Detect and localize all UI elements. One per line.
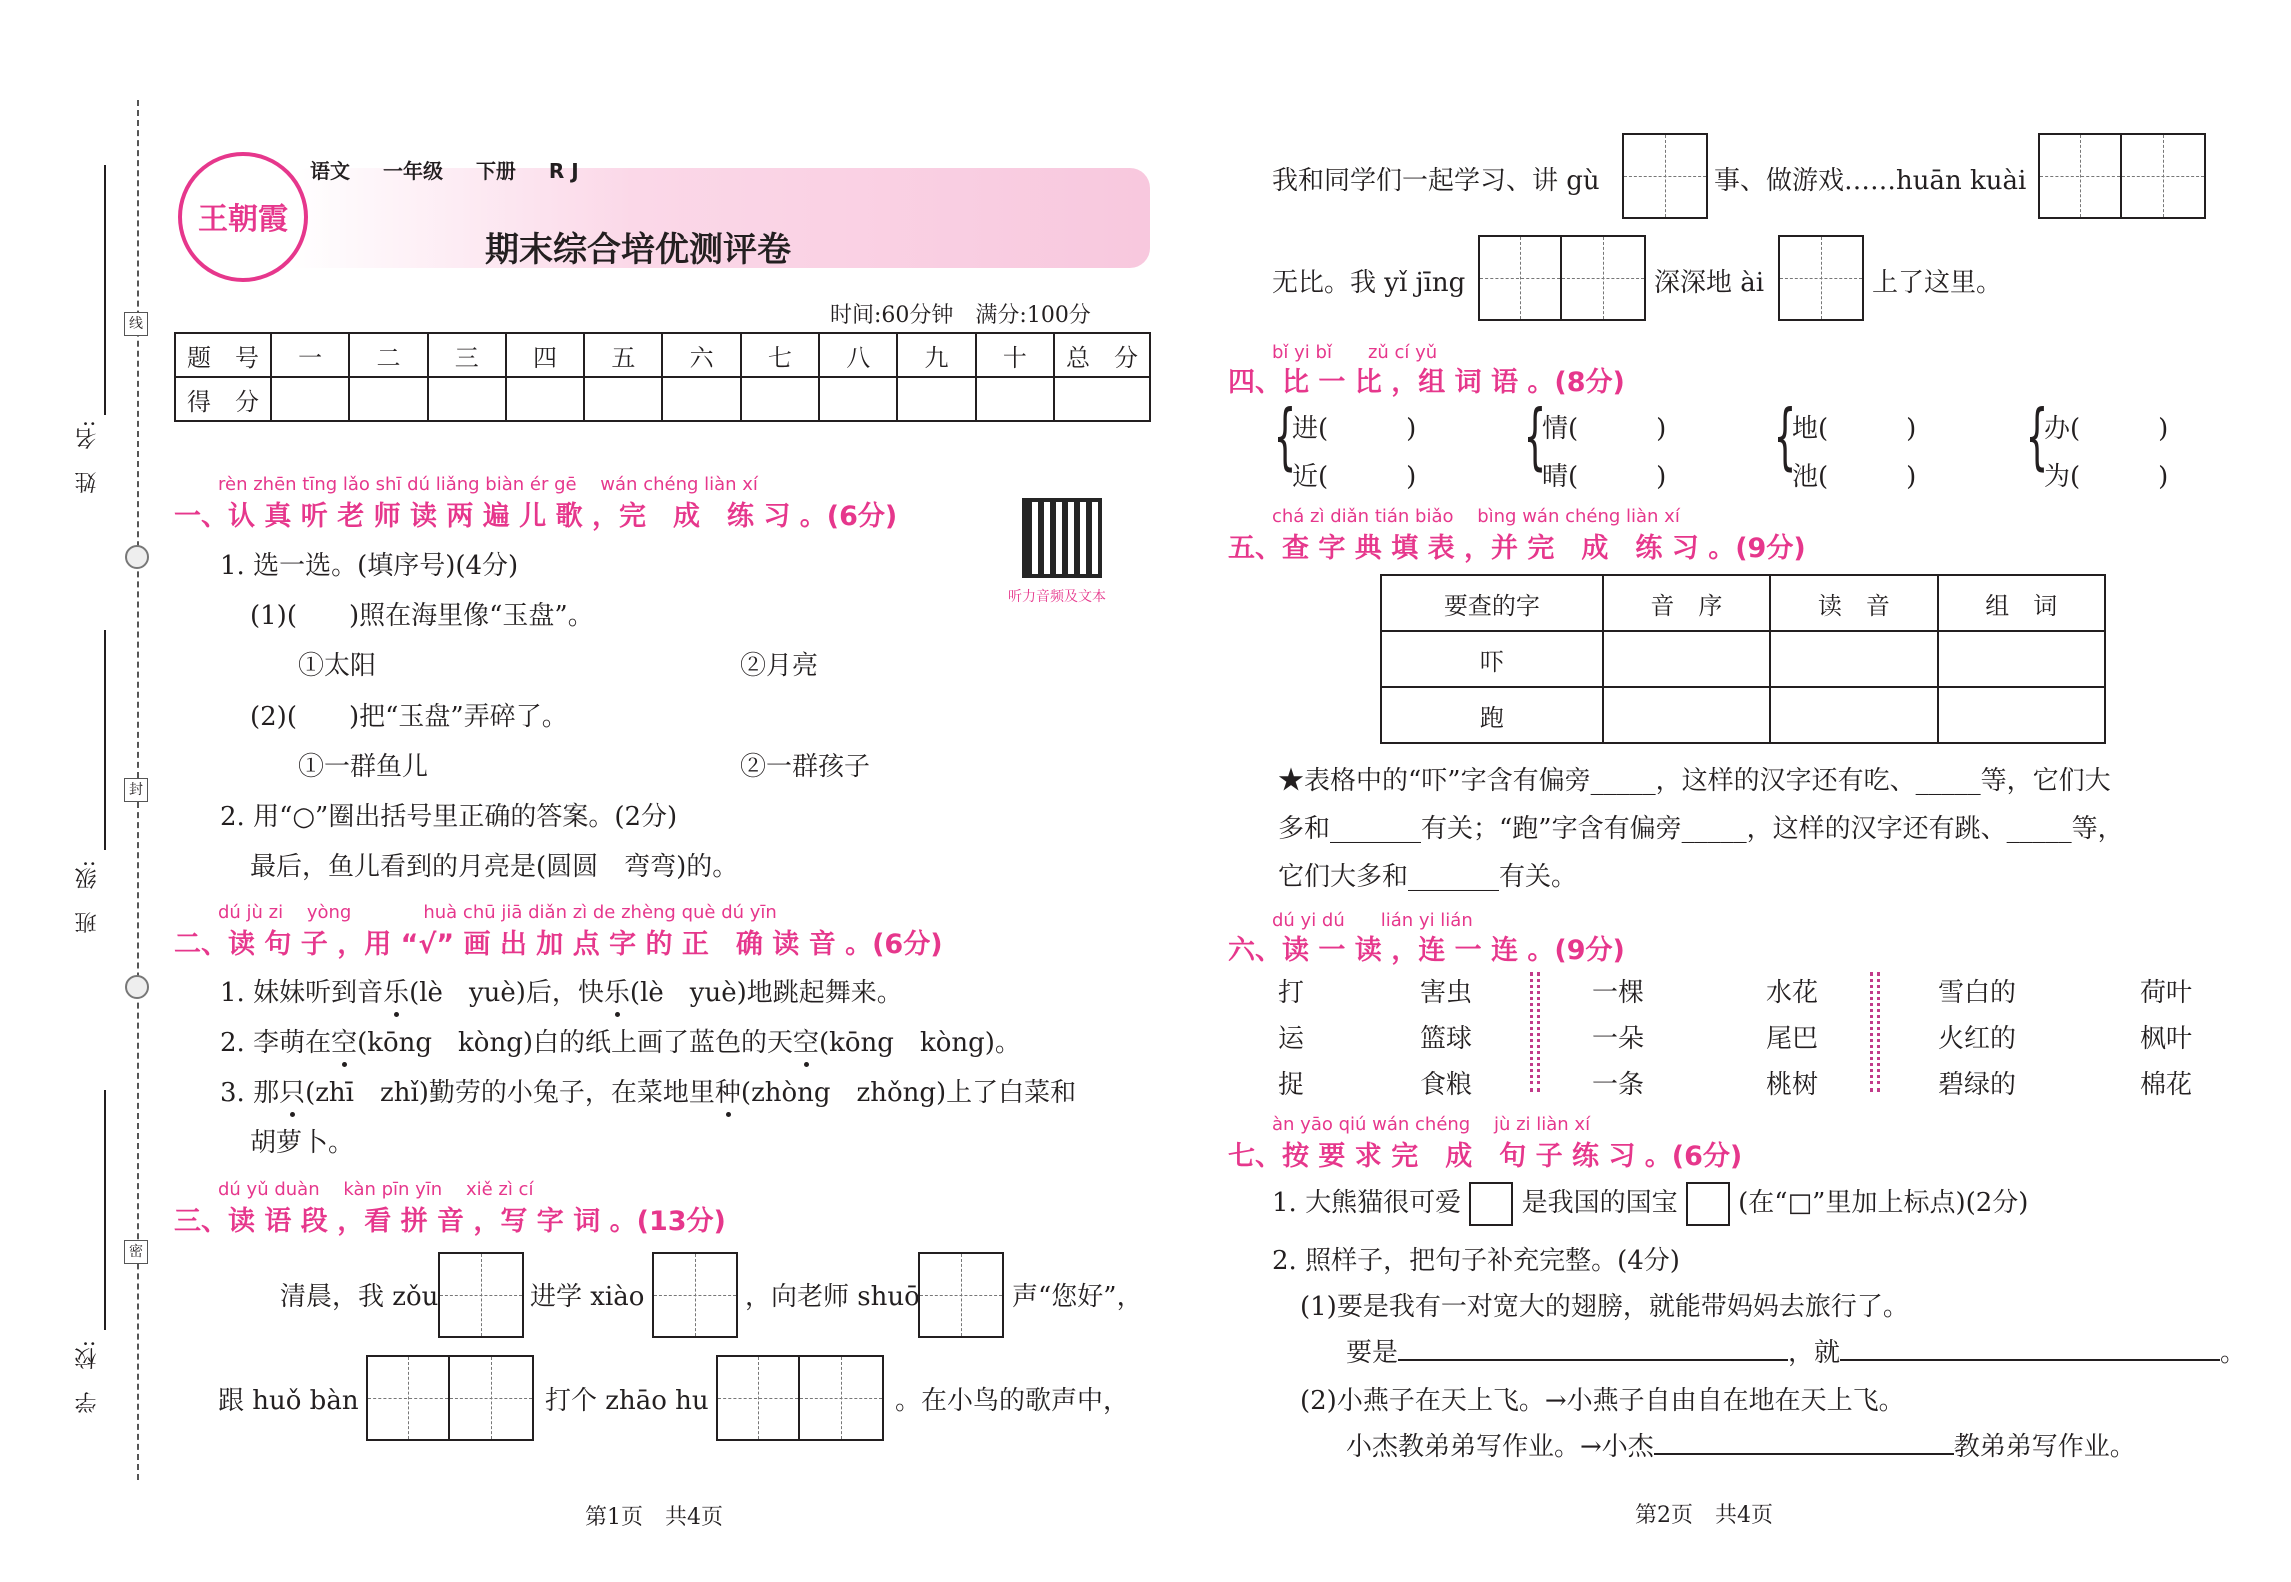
- char-grid[interactable]: [1622, 133, 1708, 219]
- s7-q2b: (2)小燕子在天上飞。→小燕子自由自在地在天上飞。: [1300, 1386, 1905, 1416]
- s1-pinyin: rèn zhēn tīng lǎo shī dú liǎng biàn ér gē wán chéng liàn xí: [218, 474, 758, 495]
- fill-text: 教弟弟写作业。: [1953, 1432, 2136, 1462]
- char-grid[interactable]: [918, 1252, 1004, 1338]
- char-grid[interactable]: [652, 1252, 738, 1338]
- s4-word: 池( ): [1792, 462, 1917, 492]
- s3-l2c: 。在小鸟的歌声中，: [895, 1386, 1130, 1416]
- score-cell: 八: [819, 333, 897, 377]
- match-item[interactable]: 捉: [1278, 1070, 1305, 1100]
- match-item[interactable]: 食粮: [1420, 1070, 1473, 1100]
- s6-col: [1592, 970, 1644, 1108]
- dict-input[interactable]: [1938, 631, 2105, 687]
- s1-q1b-o2: ②一群孩子: [740, 752, 871, 782]
- score-input[interactable]: [584, 377, 662, 421]
- s4-title: 四、比 一 比 ，组 词 语 。(8分): [1228, 367, 1625, 398]
- score-cell: 七: [741, 333, 819, 377]
- score-row-label: 得 分: [175, 377, 271, 421]
- match-item[interactable]: 尾巴: [1766, 1024, 1819, 1054]
- match-item[interactable]: 一棵: [1592, 978, 1645, 1008]
- score-cell: 十: [976, 333, 1054, 377]
- score-cell: 一: [271, 333, 349, 377]
- score-input[interactable]: [428, 377, 506, 421]
- score-cell: 三: [428, 333, 506, 377]
- dict-header: 读 音: [1770, 575, 1937, 631]
- s7-q2: 2. 照样子，把句子补充完整。(4分): [1272, 1246, 1680, 1276]
- fill-text: ，就: [1788, 1338, 1841, 1368]
- fill-text: 。: [2220, 1338, 2247, 1368]
- edition: R J: [548, 159, 579, 183]
- dict-input[interactable]: [1938, 687, 2105, 743]
- s3-l1b: 进学 xiào: [530, 1282, 645, 1312]
- s1-q2a: 最后，鱼儿看到的月亮是(圆圆 弯弯)的。: [250, 852, 739, 882]
- score-input[interactable]: [1054, 377, 1150, 421]
- s1-q1a-o1: ①太阳: [298, 651, 377, 681]
- score-cell: 四: [506, 333, 584, 377]
- page-footer-1: 第1页 共4页: [585, 1505, 723, 1530]
- s2-q2-text: (kōng kòng)白的纸上画了蓝色的天: [357, 1028, 793, 1058]
- s6-col: [1420, 970, 1472, 1108]
- score-input[interactable]: [819, 377, 897, 421]
- s1-q1: 1. 选一选。(填序号)(4分): [220, 551, 519, 581]
- dict-input[interactable]: [1603, 631, 1770, 687]
- dict-input[interactable]: [1770, 687, 1937, 743]
- punctuation-box[interactable]: [1686, 1182, 1730, 1226]
- s7-pinyin: àn yāo qiú wán chéng jù zi liàn xí: [1272, 1114, 1591, 1135]
- s3-l1a: 清晨，我 zǒu: [280, 1282, 439, 1312]
- s2-q3-text: (zhī zhǐ)勤劳的小兔子，在菜地里: [305, 1078, 715, 1108]
- s5-pinyin: chá zì diǎn tián biǎo bìng wán chéng liàn xí: [1272, 506, 1680, 527]
- s3-r2a: 无比。我 yǐ jīng: [1272, 268, 1466, 298]
- s1-q1b-o1: ①一群鱼儿: [298, 752, 429, 782]
- s7-q1-text: 1. 大熊猫很可爱: [1272, 1188, 1462, 1218]
- s5-title: 五、查 字 典 填 表 ，并 完 成 练 习 。(9分): [1228, 533, 1806, 564]
- score-cell: 题 号: [175, 333, 271, 377]
- fill-text: 小杰教弟弟写作业。→小杰: [1346, 1432, 1654, 1462]
- match-item[interactable]: 枫叶: [2140, 1024, 2193, 1054]
- seal-mark-feng: 封: [124, 778, 148, 802]
- brace: {: [1773, 394, 1797, 478]
- header-meta: [310, 155, 579, 184]
- qr-code[interactable]: [1022, 498, 1102, 578]
- grade: 一年级: [382, 159, 443, 183]
- dict-header: 组 词: [1938, 575, 2105, 631]
- score-row: [175, 377, 1150, 421]
- s1-q1a: (1)( )照在海里像“玉盘”。: [250, 601, 594, 631]
- dotted-separator: [1530, 972, 1540, 1092]
- dict-char: 吓: [1381, 631, 1603, 687]
- time-info: 时间:60分钟 满分:100分: [830, 303, 1091, 328]
- s3-l1d: 声“您好”，: [1012, 1282, 1143, 1312]
- brace: {: [1273, 394, 1297, 478]
- char-grid[interactable]: [2038, 133, 2206, 219]
- punctuation-box[interactable]: [1469, 1182, 1513, 1226]
- s4-word: 近( ): [1292, 462, 1417, 492]
- score-cell: 六: [662, 333, 740, 377]
- s2-q3-cont: 胡萝卜。: [250, 1128, 355, 1158]
- score-table: [174, 332, 1151, 422]
- s2-q3: [220, 1072, 1076, 1109]
- match-item[interactable]: 害虫: [1420, 978, 1473, 1008]
- dict-char: 跑: [1381, 687, 1603, 743]
- s1-q1a-o2: ②月亮: [740, 651, 819, 681]
- s5-note: 多和_______有关；“跑”字含有偏旁_____，这样的汉字还有跳、_____等，: [1278, 814, 2124, 844]
- s1-title: 一、认 真 听 老 师 读 两 遍 儿 歌 ，完 成 练 习 。(6分): [174, 501, 898, 532]
- seal-icon-2: [125, 975, 149, 999]
- answer-blank[interactable]: [1840, 1359, 2220, 1361]
- s5-note: 它们大多和_______有关。: [1278, 862, 1578, 892]
- char-grid[interactable]: [716, 1355, 884, 1441]
- match-item[interactable]: 一条: [1592, 1070, 1645, 1100]
- score-input[interactable]: [741, 377, 819, 421]
- s6-col: [1938, 970, 2016, 1108]
- school-label: 学 校:: [75, 1340, 100, 1414]
- dotted-char: 空: [793, 1022, 819, 1059]
- score-input[interactable]: [976, 377, 1054, 421]
- seal-mark-line: 线: [124, 312, 148, 336]
- s4-word: 进( ): [1292, 414, 1417, 444]
- s7-title: 七、按 要 求 完 成 句 子 练 习 。(6分): [1228, 1141, 1743, 1172]
- match-item[interactable]: 火红的: [1938, 1024, 2017, 1054]
- char-grid[interactable]: [1778, 235, 1864, 321]
- name-label: 姓 名:: [75, 420, 100, 494]
- dotted-char: 空: [331, 1022, 357, 1059]
- dict-input[interactable]: [1770, 631, 1937, 687]
- s6-col: [1278, 970, 1304, 1108]
- s6-col: [1766, 970, 1818, 1108]
- score-input[interactable]: [662, 377, 740, 421]
- page-footer-2: 第2页 共4页: [1635, 1503, 1773, 1528]
- match-item[interactable]: 水花: [1766, 978, 1819, 1008]
- s3-l1c: ，向老师 shuō: [745, 1282, 920, 1312]
- dict-input[interactable]: [1603, 687, 1770, 743]
- s3-r2b: 深深地 ài: [1654, 268, 1765, 298]
- s6-pinyin: dú yi dú lián yi lián: [1272, 910, 1473, 931]
- class-line: [104, 630, 106, 850]
- brace: {: [2025, 394, 2049, 478]
- char-grid[interactable]: [438, 1252, 524, 1338]
- s2-q1-text: (lè yuè)地跳起舞来。: [629, 978, 903, 1008]
- s1-q2: 2. 用“○”圈出括号里正确的答案。(2分): [220, 802, 678, 832]
- answer-blank[interactable]: [1654, 1453, 1954, 1455]
- score-input[interactable]: [506, 377, 584, 421]
- s3-r1a: 我和同学们一起学习、讲 gù: [1272, 166, 1600, 196]
- s4-word: 地( ): [1792, 414, 1917, 444]
- school-line: [104, 1090, 106, 1330]
- score-cell: 总 分: [1054, 333, 1150, 377]
- dotted-char: 乐: [604, 972, 630, 1009]
- score-cell: 二: [349, 333, 427, 377]
- dotted-char: 种: [715, 1072, 741, 1109]
- s6-col: [2140, 970, 2192, 1108]
- s2-q1: [220, 972, 903, 1009]
- match-item[interactable]: 打: [1278, 978, 1305, 1008]
- match-item[interactable]: 篮球: [1420, 1024, 1473, 1054]
- score-input[interactable]: [349, 377, 427, 421]
- dict-table: [1380, 574, 2106, 744]
- score-input[interactable]: [271, 377, 349, 421]
- score-cell: 五: [584, 333, 662, 377]
- match-item[interactable]: 碧绿的: [1938, 1070, 2017, 1100]
- dotted-char: 乐: [383, 972, 409, 1009]
- s3-l2a: 跟 huǒ bàn: [218, 1386, 359, 1416]
- subject: 语文: [310, 159, 350, 183]
- dotted-separator: [1870, 972, 1880, 1092]
- s3-r2c: 上了这里。: [1872, 268, 2003, 298]
- score-cell: 九: [897, 333, 975, 377]
- s7-q1-text: 是我国的国宝: [1521, 1188, 1678, 1218]
- s2-q2: [220, 1022, 1021, 1059]
- match-item[interactable]: 荷叶: [2140, 978, 2193, 1008]
- seal-icon: [125, 545, 149, 569]
- qr-caption: 听力音频及文本: [1008, 589, 1106, 605]
- s7-q1-text: (在“□”里加上标点)(2分): [1738, 1188, 2029, 1218]
- s2-q1-text: (lè yuè)后，快: [409, 978, 604, 1008]
- s2-q1-text: 1. 妹妹听到音: [220, 978, 384, 1008]
- s7-q1: [1272, 1182, 2028, 1226]
- s4-word: 晴( ): [1542, 462, 1667, 492]
- brace: {: [1523, 394, 1547, 478]
- s2-q2-text: 2. 李萌在: [220, 1028, 332, 1058]
- logo-text: 王朝霞: [198, 202, 288, 237]
- s4-word: 情( ): [1542, 414, 1667, 444]
- score-input[interactable]: [897, 377, 975, 421]
- term: 下册: [475, 159, 516, 183]
- s2-title: 二、读 句 子 ，用 “√” 画 出 加 点 字 的 正 确 读 音 。(6分): [174, 929, 943, 960]
- answer-blank[interactable]: [1398, 1359, 1788, 1361]
- s7-q2b-fill: [1346, 1426, 2136, 1463]
- s2-pinyin: dú jù zi yòng huà chū jiā diǎn zì de zhèng què dú yīn: [218, 902, 777, 923]
- s2-q2-text: (kōng kòng)。: [819, 1028, 1021, 1058]
- logo: [178, 152, 308, 282]
- char-grid[interactable]: [366, 1355, 534, 1441]
- s3-r1b: 事、做游戏……huān kuài: [1714, 166, 2027, 196]
- s1-q1b: (2)( )把“玉盘”弄碎了。: [250, 702, 568, 732]
- s4-word: 办( ): [2044, 414, 2169, 444]
- s7-q2a-fill: [1346, 1332, 2246, 1369]
- match-item[interactable]: 雪白的: [1938, 978, 2017, 1008]
- score-header-row: [175, 333, 1150, 377]
- s5-note: ★表格中的“吓”字含有偏旁_____，这样的汉字还有吃、_____等，它们大: [1278, 766, 2111, 796]
- s7-q2a: (1)要是我有一对宽大的翅膀，就能带妈妈去旅行了。: [1300, 1292, 1909, 1322]
- char-grid[interactable]: [1478, 235, 1646, 321]
- fill-text: 要是: [1346, 1338, 1399, 1368]
- s2-q3-text: (zhòng zhǒng)上了白菜和: [740, 1078, 1077, 1108]
- dict-header: 要查的字: [1381, 575, 1603, 631]
- s6-title: 六、读 一 读 ，连 一 连 。(9分): [1228, 935, 1625, 966]
- s2-q3-text: 3. 那: [220, 1078, 280, 1108]
- match-item[interactable]: 一朵: [1592, 1024, 1645, 1054]
- page-title: 期末综合培优测评卷: [485, 230, 791, 270]
- s3-title: 三、读 语 段 ，看 拼 音 ，写 字 词 。(13分): [174, 1206, 726, 1237]
- class-label: 班 级:: [75, 860, 100, 934]
- s4-pinyin: bǐ yi bǐ zǔ cí yǔ: [1272, 342, 1438, 363]
- match-item[interactable]: 运: [1278, 1024, 1305, 1054]
- s3-l2b: 打个 zhāo hu: [545, 1386, 709, 1416]
- name-line: [104, 165, 106, 415]
- match-item[interactable]: 桃树: [1766, 1070, 1819, 1100]
- s4-word: 为( ): [2044, 462, 2169, 492]
- dict-header: 音 序: [1603, 575, 1770, 631]
- dotted-char: 只: [279, 1072, 305, 1109]
- s3-pinyin: dú yǔ duàn kàn pīn yīn xiě zì cí: [218, 1179, 534, 1200]
- match-item[interactable]: 棉花: [2140, 1070, 2193, 1100]
- seal-mark-mi: 密: [124, 1240, 148, 1264]
